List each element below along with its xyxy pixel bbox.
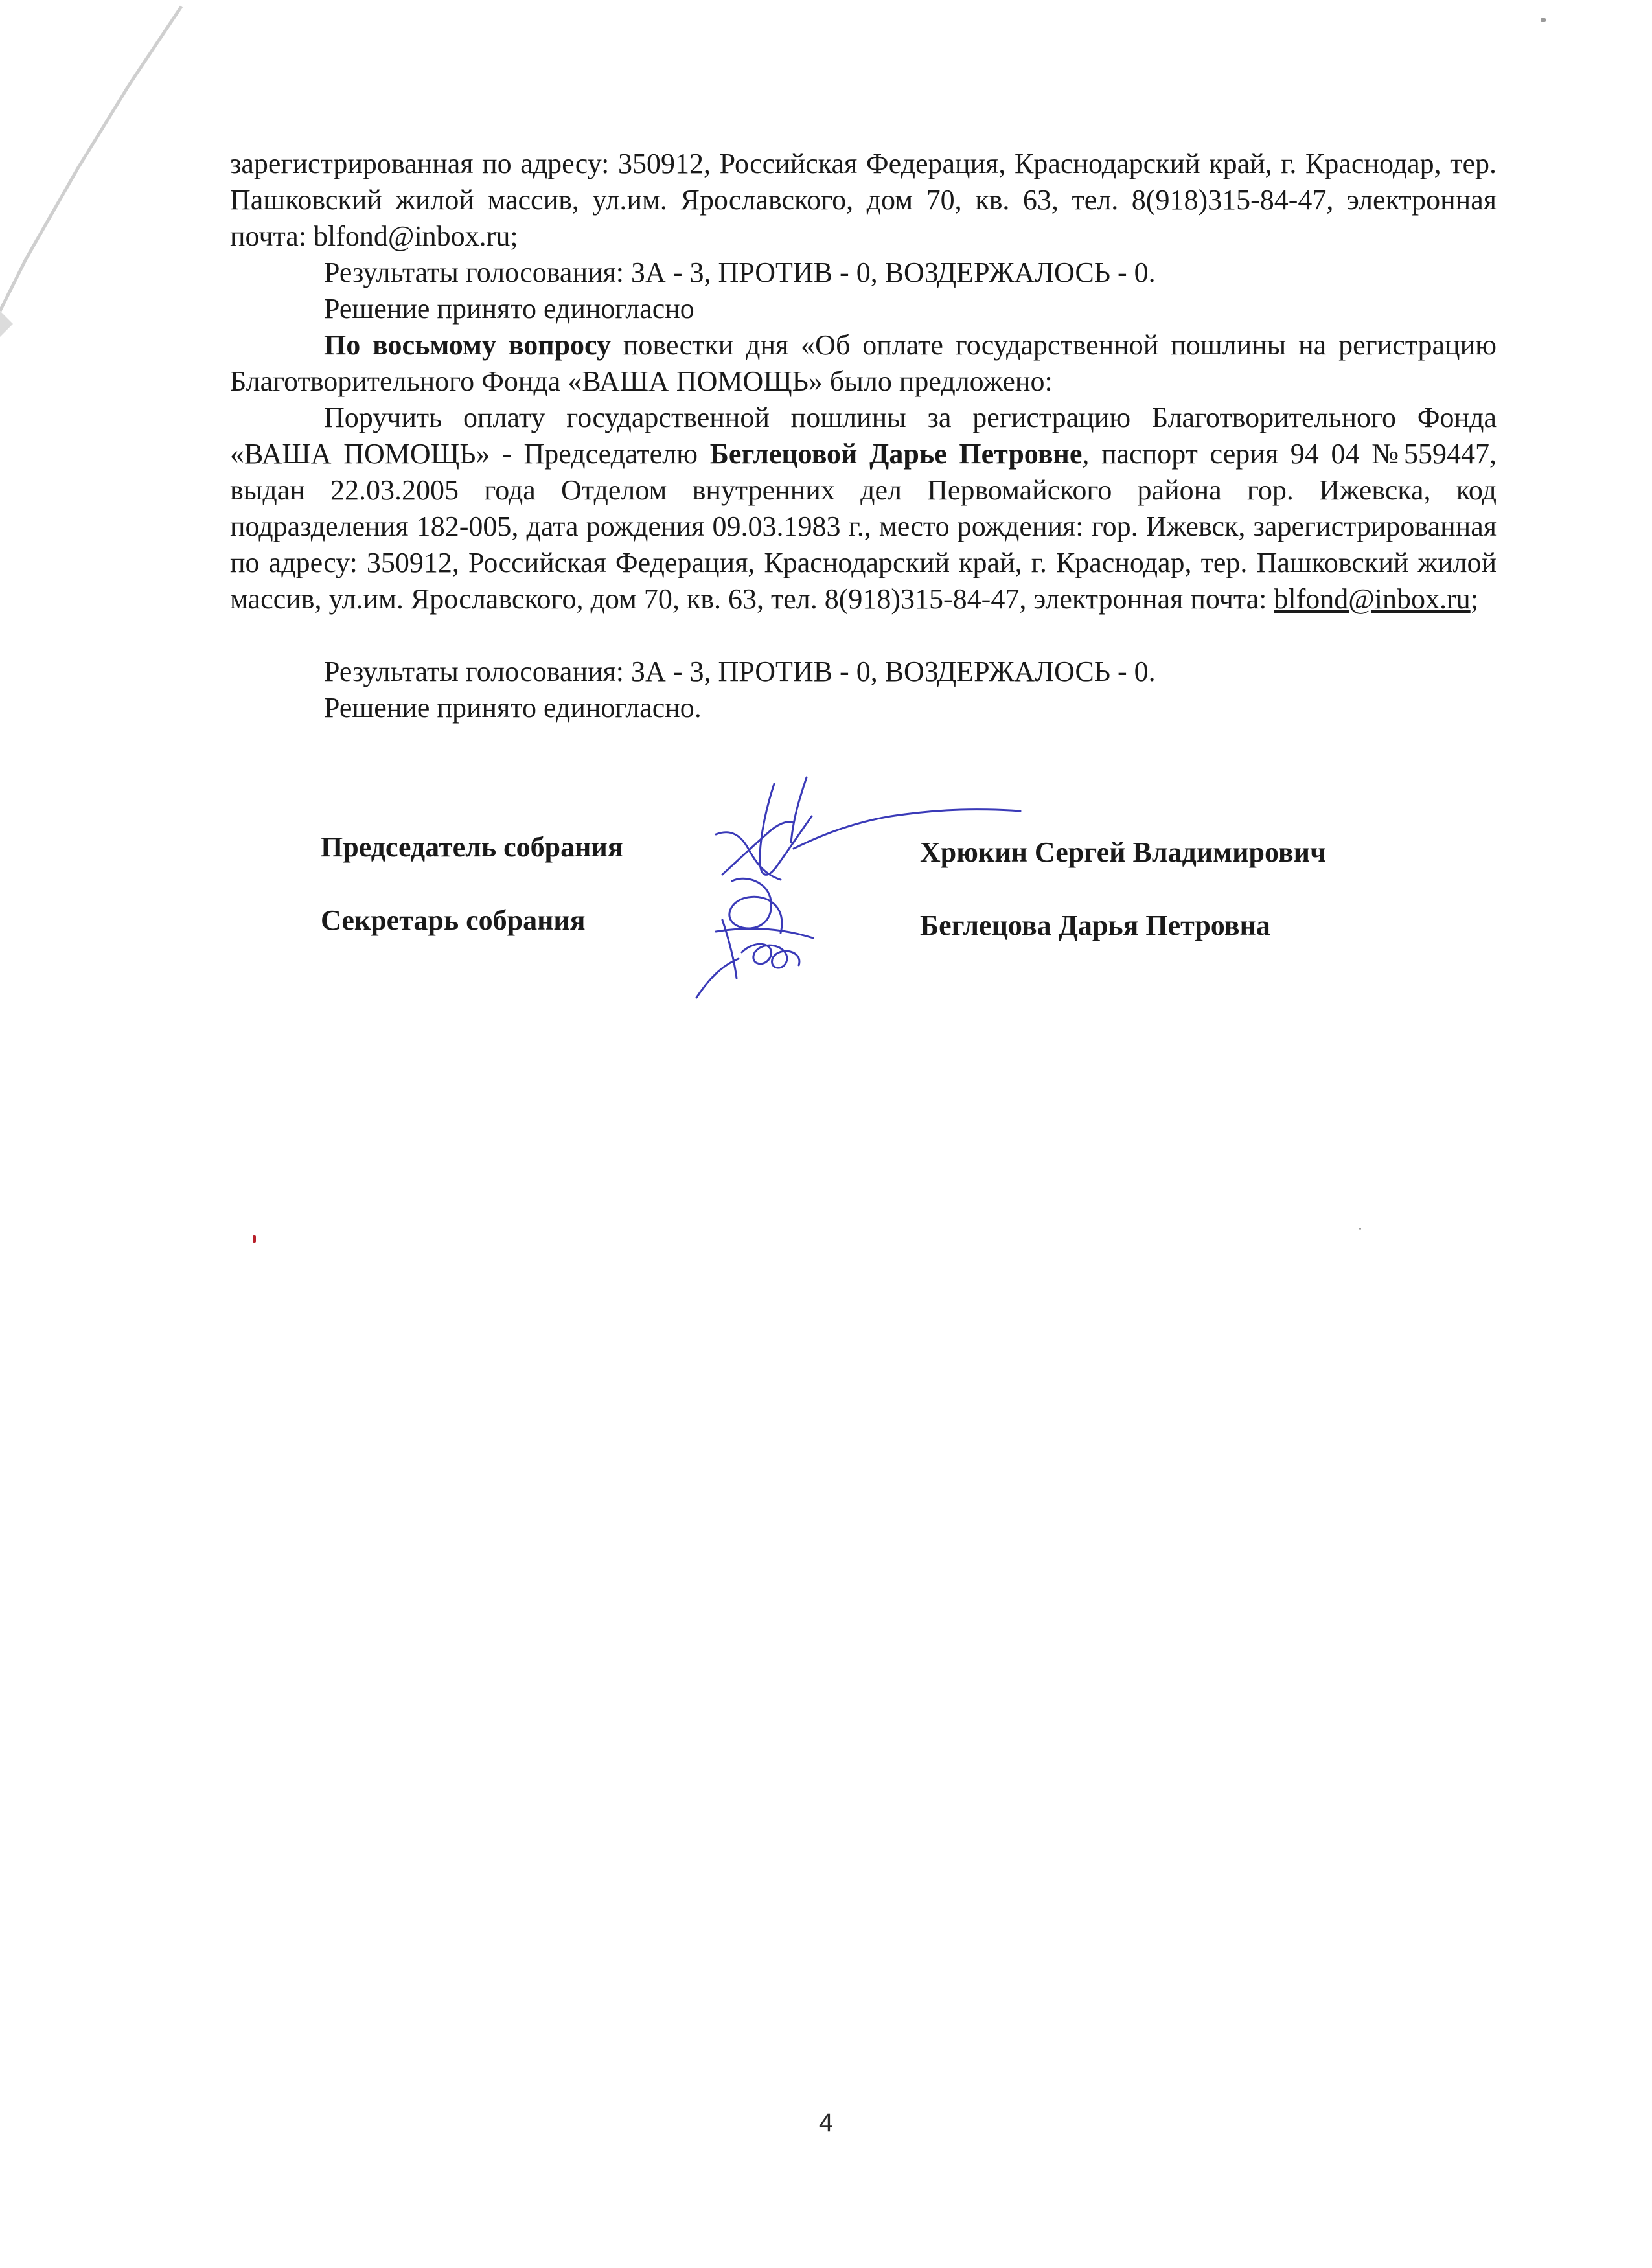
chairman-role-label: Председатель собрания [321,831,623,863]
paragraph-registration-address: зарегистрированная по адресу: 350912, Российская Федерация, Краснодарский край, г. Краснодар, тер. Пашковский жилой массив, ул.им. Ярославского, дом 70, кв. 63, тел. 8(918)315-84-47, электронная почта: blfond@inbox.ru; [230,148,1497,252]
document-body [230,146,1497,726]
question-eight-heading: По восьмому вопросу [324,329,611,361]
paragraph-fee-assignment: Поручить оплату государственной пошлины за регистрацию Благотворительного Фонда «ВАША ПОМОЩЬ» - Председателю Беглецовой Дарье Петровне, паспорт серия 94 04 №559447, выдан 22.03.2005 года Отделом внутренних дел Первомайского района гор. Ижевска, код подразделения 182-005, дата рождения 09.03.1983 г., место рождения: гор. Ижевск, зарегистрированная по адресу: 350912, Российская Федерация, Краснодарский край, г. Краснодар, тер. Пашковский жилой массив, ул.им. Ярославского, дом 70, кв. 63, тел. 8(918)315-84-47, электронная почта: blfond@inbox.ru; [230,402,1497,615]
signature-block [321,790,1422,1004]
assignee-name: Беглецовой Дарье Петровне [709,438,1083,470]
voting-results-1: Результаты голосования: ЗА - 3, ПРОТИВ - 0, ВОЗДЕРЖАЛОСЬ - 0. [324,257,1156,288]
scan-speck [253,1235,256,1243]
email-link[interactable]: blfond@inbox.ru [1274,583,1471,615]
scan-speck [1541,18,1546,22]
secretary-signature [683,862,852,1004]
page-number: 4 [818,2109,834,2137]
decision-1: Решение принято единогласно [324,293,694,325]
secretary-name: Беглецова Дарья Петровна [920,910,1270,941]
decision-2: Решение принято единогласно. [324,692,702,724]
secretary-role-label: Секретарь собрания [321,904,586,936]
scan-speck [1359,1228,1361,1230]
paragraph-question-eight: По восьмому вопросу повестки дня «Об оплате государственной пошлины на регистрацию Благотворительного Фонда «ВАША ПОМОЩЬ» было предложено: [230,329,1497,397]
voting-results-2: Результаты голосования: ЗА - 3, ПРОТИВ - 0, ВОЗДЕРЖАЛОСЬ - 0. [324,656,1156,687]
chairman-name: Хрюкин Сергей Владимирович [920,836,1326,868]
scan-edge-artifact [0,0,194,337]
spacer [230,617,1497,654]
